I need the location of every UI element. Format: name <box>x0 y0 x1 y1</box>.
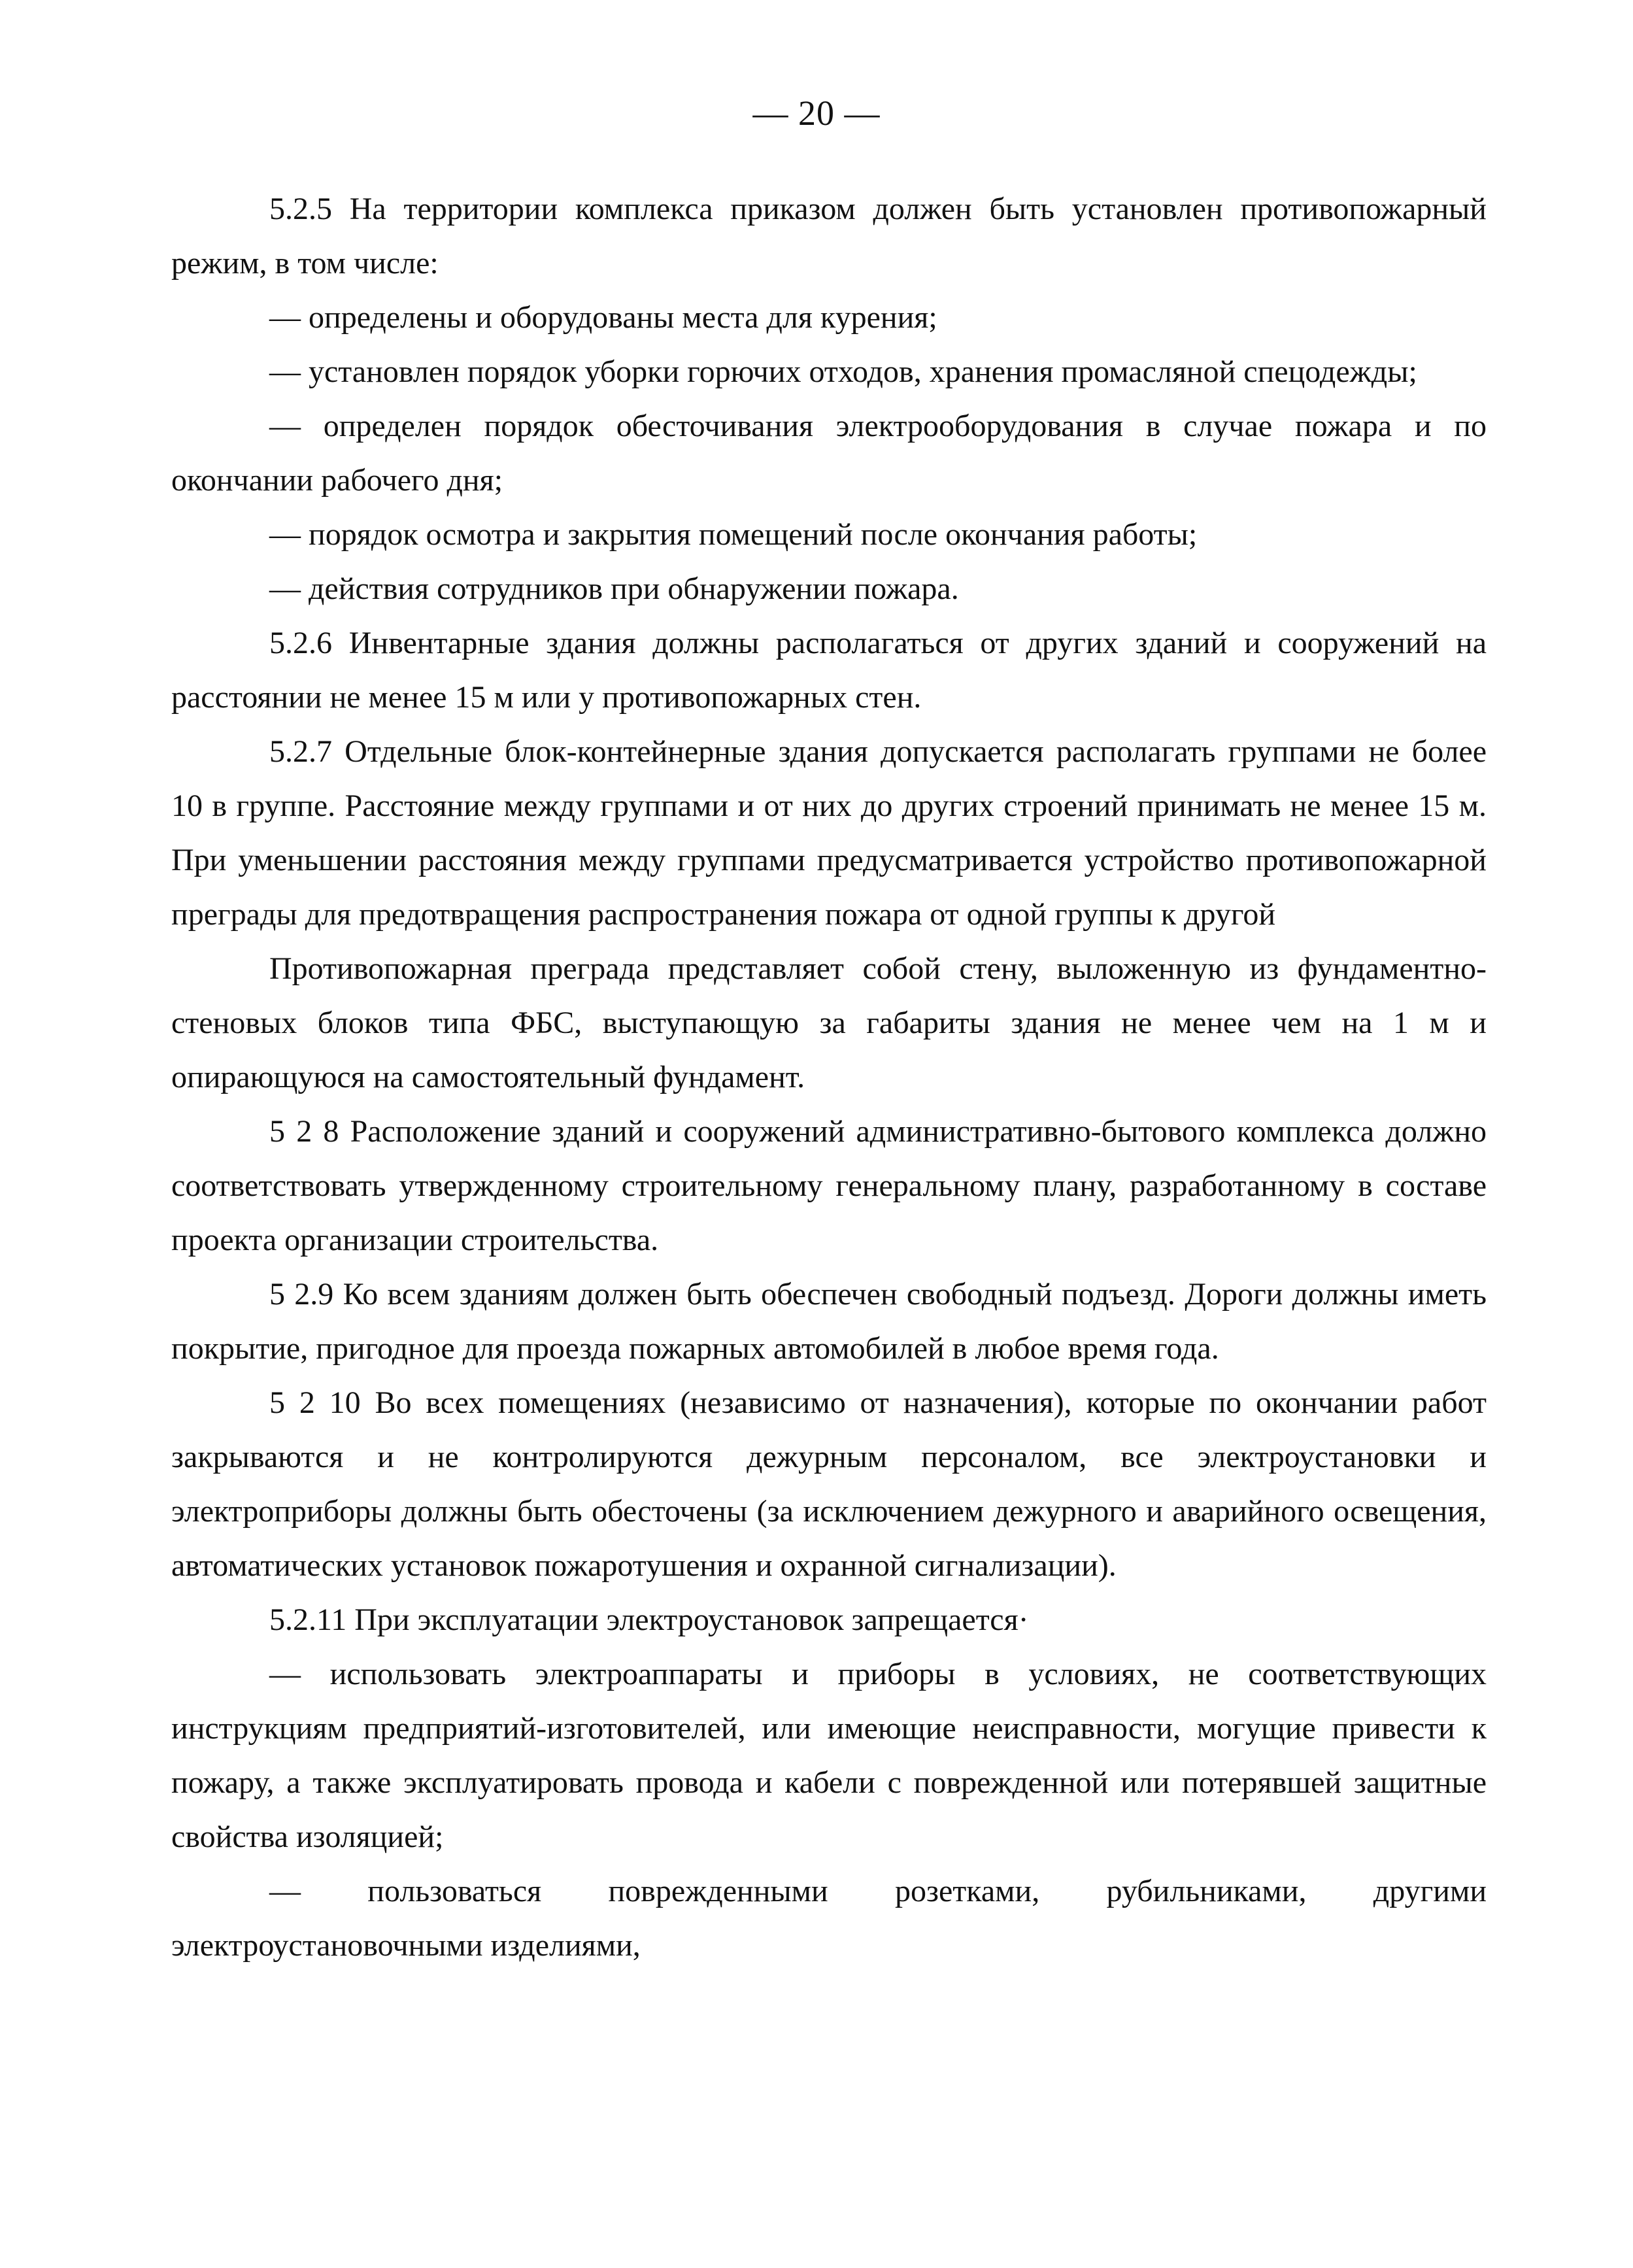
paragraph-5-2-9: 5 2.9 Ко всем зданиям должен быть обеспечен свободный подъезд. Дороги должны иметь покрытие, пригодное для проезда пожарных автомобилей в любое время года. <box>171 1277 1487 1366</box>
paragraph-5-2-11: 5.2.11 При эксплуатации электроустановок запрещается· <box>269 1602 1029 1637</box>
paragraph-5-2-6: 5.2.6 Инвентарные здания должны располагаться от других зданий и сооружений на расстоянии не менее 15 м или у противопожарных стен. <box>171 626 1487 715</box>
list-item-smoking-places: — определены и оборудованы места для курения; <box>269 300 937 335</box>
list-item-power-shutdown: — определен порядок обесточивания электрооборудования в случае пожара и по окончании рабочего дня; <box>171 409 1487 498</box>
document-body <box>171 182 1487 1972</box>
paragraph-5-2-10: 5 2 10 Во всех помещениях (независимо от назначения), которые по окончании работ закрываются и не контролируются дежурным персоналом, все электроустановки и электроприборы должны быть обесточены (за исключением дежурного и аварийного освещения, автоматических установок пожаротушения и охранной сигнализации). <box>171 1385 1487 1583</box>
list-item-room-inspection: — порядок осмотра и закрытия помещений после окончания работы; <box>269 517 1198 552</box>
paragraph-5-2-5: 5.2.5 На территории комплекса приказом должен быть установлен противопожарный режим, в том числе: <box>171 192 1487 280</box>
page-number: — 20 — <box>752 93 881 133</box>
paragraph-fire-barrier: Противопожарная преграда представляет собой стену, выложенную из фундаментно-стеновых блоков типа ФБС, выступающую за габариты здания не менее чем на 1 м и опирающуюся на самостоятельный фундамент. <box>171 951 1487 1094</box>
list-item-damaged-sockets: — пользоваться поврежденными розетками, рубильниками, другими электроустановочными изделиями, <box>171 1874 1487 1963</box>
paragraph-5-2-8: 5 2 8 Расположение зданий и сооружений административно-бытового комплекса должно соответствовать утвержденному строительному генеральному плану, разработанному в составе проекта организации строительства. <box>171 1114 1487 1257</box>
list-item-staff-actions: — действия сотрудников при обнаружении пожара. <box>269 571 959 606</box>
list-item-faulty-devices: — использовать электроаппараты и приборы в условиях, не соответствующих инструкциям предприятий-изготовителей, или имеющие неисправности, могущие привести к пожару, а также эксплуатировать провода и кабели с поврежденной или потерявшей защитные свойства изоляцией; <box>171 1657 1487 1854</box>
paragraph-5-2-7: 5.2.7 Отдельные блок-контейнерные здания допускается располагать группами не более 10 в группе. Расстояние между группами и от них до других строений принимать не менее 15 м. При уменьшении расстояния между группами предусматривается устройство противопожарной преграды для предотвращения распространения пожара от одной группы к другой <box>171 734 1487 932</box>
list-item-waste-cleanup: — установлен порядок уборки горючих отходов, хранения промасляной спецодежды; <box>269 354 1417 389</box>
